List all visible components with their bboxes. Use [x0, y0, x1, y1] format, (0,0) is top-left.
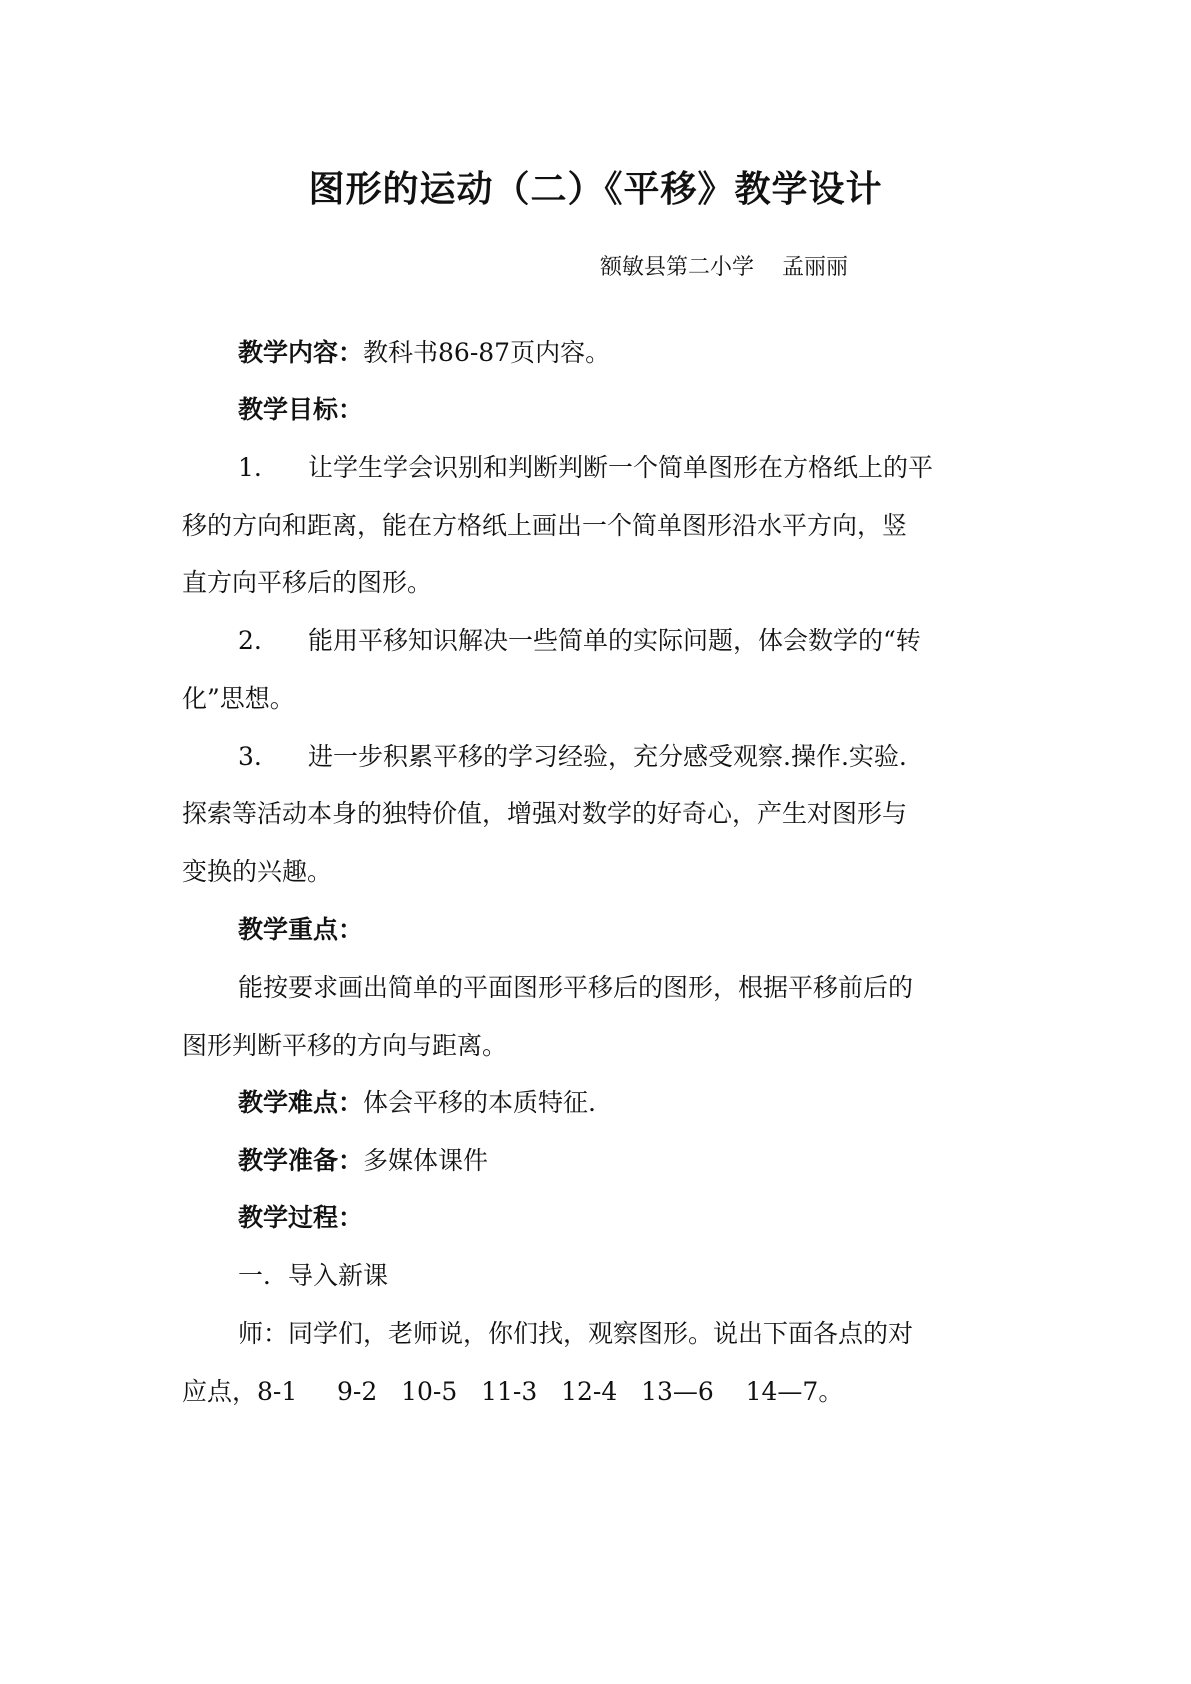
process-line-2: 应点，8-1 9-2 10-5 11-3 12-4 13—6 14—7。	[182, 1377, 844, 1406]
key-points-label: 教学重点：	[238, 915, 364, 944]
document-title: 图形的运动（二）《平移》教学设计	[308, 169, 883, 210]
content-label: 教学内容：	[238, 338, 364, 367]
objective-1-line-2: 移的方向和距离，能在方格纸上画出一个简单图形沿水平方向，竖	[182, 511, 908, 540]
content-text: 教科书86-87页内容。	[363, 338, 611, 367]
objective-text: 进一步积累平移的学习经验，充分感受观察.操作.实验.	[308, 742, 907, 771]
objective-2-number: 2.	[238, 626, 262, 655]
difficulty-text: 体会平移的本质特征.	[363, 1088, 596, 1117]
objective-2-line-1	[238, 624, 921, 658]
objectives-label: 教学目标：	[238, 395, 364, 424]
key-points-line-2: 图形判断平移的方向与距离。	[182, 1031, 508, 1060]
preparation-text: 多媒体课件	[363, 1146, 489, 1175]
process-section-1: 一．导入新课	[238, 1261, 389, 1290]
objective-1-line-3: 直方向平移后的图形。	[182, 568, 433, 597]
content-line	[238, 336, 610, 370]
objective-text: 让学生学会识别和判断判断一个简单图形在方格纸上的平	[308, 453, 934, 482]
objectives-heading	[238, 393, 363, 427]
objective-3-line-1	[238, 740, 907, 774]
difficulty-label: 教学难点：	[238, 1088, 364, 1117]
objective-3-line-3: 变换的兴趣。	[182, 857, 333, 886]
difficulty-line	[238, 1086, 596, 1120]
preparation-line	[238, 1144, 488, 1178]
objective-text: 能用平移知识解决一些简单的实际问题，体会数学的“转	[308, 626, 921, 655]
key-points-heading	[238, 913, 363, 947]
preparation-label: 教学准备：	[238, 1146, 364, 1175]
key-points-line-1: 能按要求画出简单的平面图形平移后的图形，根据平移前后的	[238, 973, 914, 1002]
process-line-1: 师：同学们，老师说，你们找，观察图形。说出下面各点的对	[238, 1319, 914, 1348]
objective-1-number: 1.	[238, 453, 262, 482]
author-line: 额敏县第二小学 孟丽丽	[600, 255, 848, 280]
objective-1-line-1	[238, 451, 933, 485]
objective-2-line-2: 化”思想。	[182, 684, 295, 713]
process-label: 教学过程：	[238, 1203, 364, 1232]
objective-3-line-2: 探索等活动本身的独特价值，增强对数学的好奇心，产生对图形与	[182, 799, 908, 828]
objective-3-number: 3.	[238, 742, 262, 771]
process-heading	[238, 1201, 363, 1235]
